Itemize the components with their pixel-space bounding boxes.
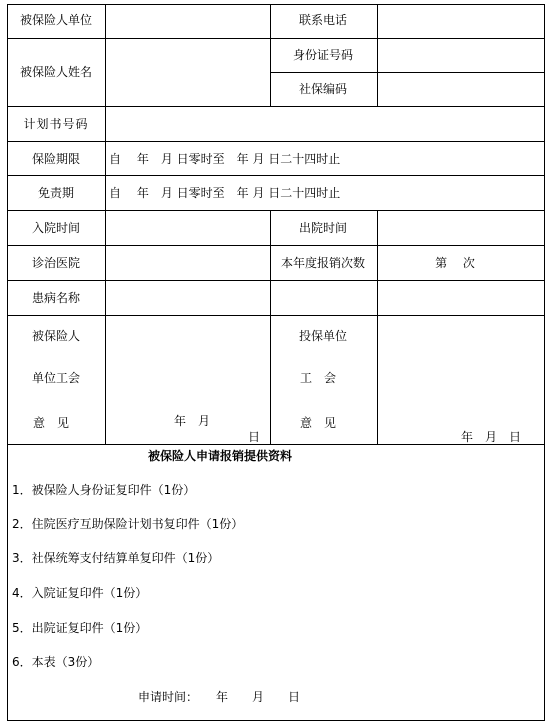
phone-label: 联系电话 bbox=[298, 13, 348, 27]
admission-time-label: 入院时间 bbox=[31, 221, 81, 235]
materials-item: 5．出院证复印件（1份） bbox=[12, 621, 148, 635]
exemption-period-label: 免责期 bbox=[37, 186, 75, 200]
insurance-period-label: 保险期限 bbox=[31, 152, 81, 166]
rule bbox=[7, 720, 545, 721]
materials-heading: 被保险人申请报销提供资料 bbox=[147, 449, 293, 463]
disease-name-field-extra[interactable] bbox=[378, 281, 544, 315]
policy-unit-date: 年 月 日 bbox=[461, 430, 522, 444]
policy-unit-opinion-line3: 意 见 bbox=[299, 416, 337, 430]
insured-name-field[interactable] bbox=[106, 39, 270, 106]
rule bbox=[7, 141, 545, 142]
insurance-period-value: 自 年 月 日零时至 年 月 日二十四时止 bbox=[109, 152, 341, 166]
social-code-field[interactable] bbox=[378, 73, 544, 106]
disease-name-field[interactable] bbox=[106, 281, 270, 315]
rule bbox=[7, 175, 545, 176]
insured-union-date-d: 日 bbox=[248, 430, 261, 444]
claims-count-value: 第 次 bbox=[435, 256, 475, 270]
insured-unit-field[interactable] bbox=[106, 5, 270, 38]
plan-number-label: 计划书号码 bbox=[23, 117, 89, 131]
materials-item: 3．社保统筹支付结算单复印件（1份） bbox=[12, 551, 220, 565]
insured-unit-label: 被保险人单位 bbox=[19, 13, 93, 27]
rule bbox=[544, 4, 545, 721]
hospital-label: 诊治医院 bbox=[31, 256, 81, 270]
policy-unit-opinion-field[interactable] bbox=[378, 316, 544, 444]
insured-union-opinion-line2: 单位工会 bbox=[31, 371, 81, 385]
discharge-time-field[interactable] bbox=[378, 211, 544, 245]
id-number-label: 身份证号码 bbox=[292, 48, 354, 62]
insured-union-opinion-line3: 意 见 bbox=[32, 416, 70, 430]
insured-union-date-ym: 年 月 bbox=[174, 414, 211, 428]
hospital-field[interactable] bbox=[106, 246, 270, 280]
insured-union-opinion-line1: 被保险人 bbox=[31, 329, 81, 343]
rule bbox=[270, 210, 271, 445]
admission-time-field[interactable] bbox=[106, 211, 270, 245]
social-code-label: 社保编码 bbox=[298, 82, 348, 96]
policy-unit-opinion-line2: 工 会 bbox=[299, 371, 337, 385]
exemption-period-value: 自 年 月 日零时至 年 月 日二十四时止 bbox=[109, 186, 341, 200]
materials-item: 6．本表（3份） bbox=[12, 655, 100, 669]
rule bbox=[7, 444, 545, 445]
plan-number-field[interactable] bbox=[106, 107, 544, 141]
insured-name-label: 被保险人姓名 bbox=[19, 65, 93, 79]
rule bbox=[7, 4, 8, 721]
discharge-time-label: 出院时间 bbox=[298, 221, 348, 235]
materials-item: 2．住院医疗互助保险计划书复印件（1份） bbox=[12, 517, 244, 531]
disease-name-label: 患病名称 bbox=[31, 291, 81, 305]
materials-item: 1．被保险人身份证复印件（1份） bbox=[12, 483, 196, 497]
policy-unit-opinion-line1: 投保单位 bbox=[298, 329, 348, 343]
apply-time: 申请时间： 年 月 日 bbox=[138, 690, 301, 704]
id-number-field[interactable] bbox=[378, 39, 544, 72]
rule bbox=[270, 4, 271, 107]
materials-item: 4．入院证复印件（1份） bbox=[12, 586, 148, 600]
phone-field[interactable] bbox=[378, 5, 544, 38]
claims-this-year-label: 本年度报销次数 bbox=[280, 256, 366, 270]
rule bbox=[7, 245, 545, 246]
